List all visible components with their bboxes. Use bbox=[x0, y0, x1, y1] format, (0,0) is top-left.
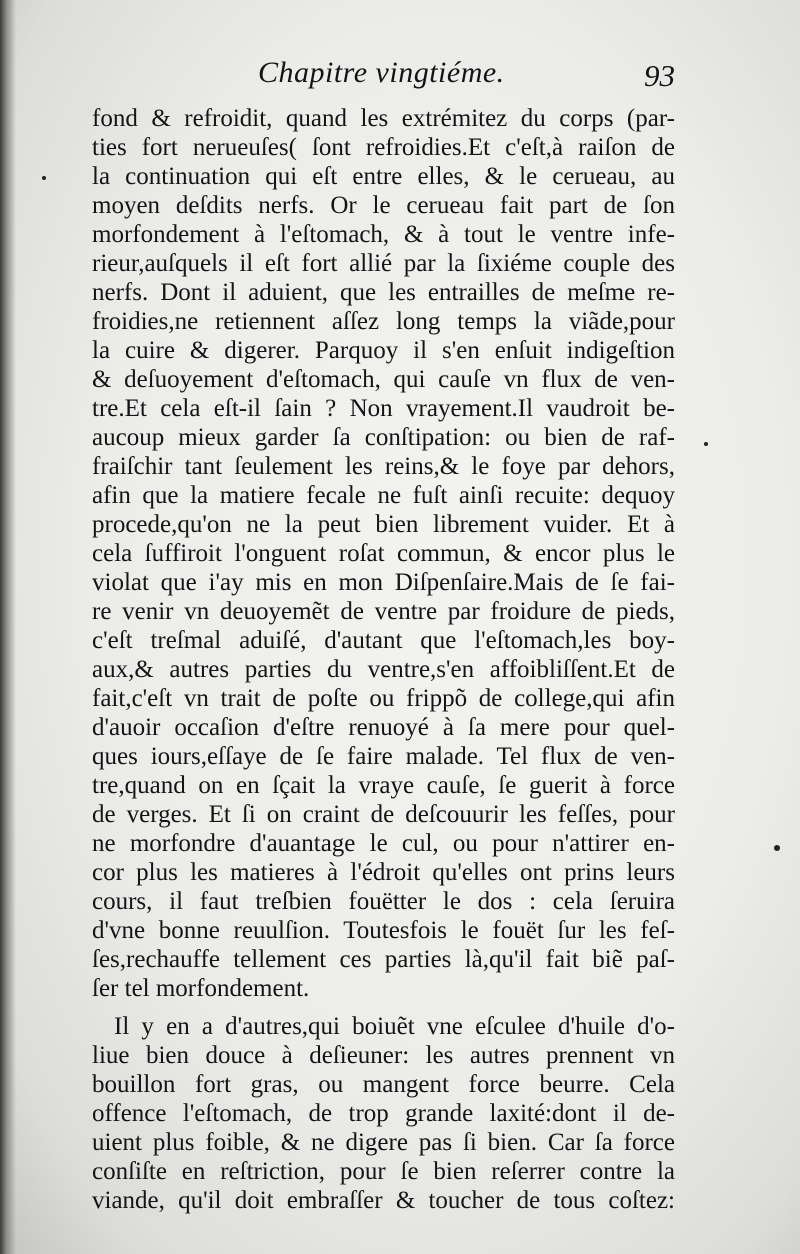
text-line: d'vne bonne reuulſion. Toutesfois le fouët ſur les feſ- bbox=[92, 917, 675, 944]
text-line: tre.Et cela eſt-il ſain ? Non vrayement.Il vaudroit be- bbox=[92, 395, 675, 422]
text-line: violat que i'ay mis en mon Diſpenſaire.Mais de ſe fai- bbox=[92, 569, 675, 596]
text-line: la cuire & digerer. Parquoy il s'en enſuit indigeſtion bbox=[92, 337, 675, 364]
text-line: c'eſt treſmal aduiſé, d'autant que l'eſtomach,les boy- bbox=[92, 627, 675, 654]
text-line: fond & refroidit, quand les extrémitez du corps (par- bbox=[92, 105, 675, 132]
text-line: tre,quand on en ſçait la vraye cauſe, ſe guerit à force bbox=[92, 772, 675, 799]
text-line: aucoup mieux garder ſa conſtipation: ou bien de raf- bbox=[92, 424, 675, 451]
text-line: bouillon fort gras, ou mangent force beurre. Cela bbox=[92, 1071, 675, 1098]
text-line: cours, il faut treſbien fouëtter le dos : cela ſeruira bbox=[92, 888, 675, 915]
text-line: rieur,auſquels il eſt fort allié par la ſixiéme couple des bbox=[92, 250, 675, 277]
text-line: de verges. Et ſi on craint de deſcouurir les feſſes, pour bbox=[92, 801, 675, 828]
text-line: ſer tel morfondement. bbox=[92, 975, 310, 1002]
running-title: Chapitre vingtiéme. bbox=[258, 56, 505, 89]
text-line: d'auoir occaſion d'eſtre renuoyé à ſa mere pour quel- bbox=[92, 714, 675, 741]
page-header bbox=[0, 56, 800, 100]
binding-shadow bbox=[0, 0, 16, 1254]
text-line: re venir vn deuoyemẽt de ventre par froidure de pieds, bbox=[92, 598, 675, 625]
text-line: aux,& autres parties du ventre,s'en affoibliſſent.Et de bbox=[92, 656, 675, 683]
text-line: liue bien douce à deſieuner: les autres prennent vn bbox=[92, 1042, 675, 1069]
text-line: Il y en a d'autres,qui boiuẽt vne eſculee d'huile d'o- bbox=[114, 1013, 675, 1040]
text-line: ques iours,eſſaye de ſe faire malade. Tel flux de ven- bbox=[92, 743, 675, 770]
text-line: cor plus les matieres à l'édroit qu'elles ont prins leurs bbox=[92, 859, 675, 886]
text-line: fraiſchir tant ſeulement les reins,& le foye par dehors, bbox=[92, 453, 675, 480]
ink-speck bbox=[42, 176, 46, 180]
text-line: nerfs. Dont il aduient, que les entrailles de meſme re- bbox=[92, 279, 675, 306]
text-line: morfondement à l'eſtomach, & à tout le ventre infe- bbox=[92, 221, 675, 248]
text-line: moyen deſdits nerfs. Or le cerueau fait part de ſon bbox=[92, 192, 675, 219]
text-line: procede,qu'on ne la peut bien librement vuider. Et à bbox=[92, 511, 675, 538]
text-line: uient plus foible, & ne digere pas ſi bien. Car ſa force bbox=[92, 1129, 675, 1156]
text-line: ties fort nerueuſes( ſont refroidies.Et c'eſt,à raiſon de bbox=[92, 134, 675, 161]
text-line: ne morfondre d'auantage le cul, ou pour n'attirer en- bbox=[92, 830, 675, 857]
page-number: 93 bbox=[644, 58, 675, 93]
text-line: afin que la matiere fecale ne fuſt ainſi recuite: dequoy bbox=[92, 482, 675, 509]
text-line: cela ſuffiroit l'onguent roſat commun, & encor plus le bbox=[92, 540, 675, 567]
text-line: offence l'eſtomach, de trop grande laxité:dont il de- bbox=[92, 1100, 675, 1127]
ink-speck bbox=[704, 442, 708, 446]
text-line: ſes,rechauffe tellement ces parties là,qu'il fait biẽ paſ- bbox=[92, 946, 675, 973]
text-line: la continuation qui eſt entre elles, & le cerueau, au bbox=[92, 163, 675, 190]
text-line: & deſuoyement d'eſtomach, qui cauſe vn flux de ven- bbox=[92, 366, 675, 393]
text-line: froidies,ne retiennent aſſez long temps la viãde,pour bbox=[92, 308, 675, 335]
text-line: conſiſte en reſtriction, pour ſe bien reſerrer contre la bbox=[92, 1158, 675, 1185]
ink-speck bbox=[774, 845, 780, 851]
text-line: viande, qu'il doit embraſſer & toucher de tous coſtez: bbox=[92, 1187, 675, 1214]
text-line: fait,c'eſt vn trait de poſte ou frippõ de college,qui afin bbox=[92, 685, 675, 712]
